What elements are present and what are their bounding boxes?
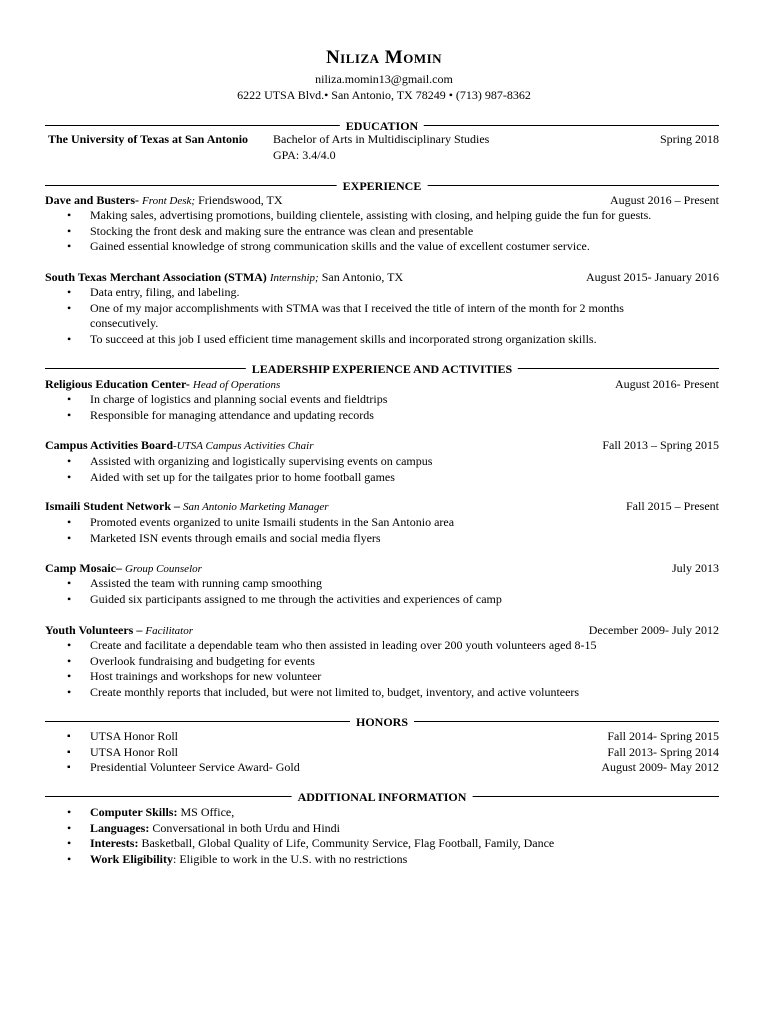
list-item: • Aided with set up for the tailgates prior to home football games xyxy=(45,470,719,486)
list-item: • To succeed at this job I used efficient time management skills and incorporated strong organization skills. xyxy=(45,332,719,348)
activity-header xyxy=(45,622,719,638)
additional-list xyxy=(45,805,719,867)
list-item: • Guided six participants assigned to me through the activities and experiences of camp xyxy=(45,592,719,608)
job-date: August 2015- January 2016 xyxy=(586,270,719,284)
job-title-line: South Texas Merchant Association (STMA) Internship; San Antonio, TX xyxy=(45,270,404,284)
list-item: • Host trainings and workshops for new volunteer xyxy=(45,669,719,685)
section-label: ADDITIONAL INFORMATION xyxy=(292,789,473,805)
section-label: EXPERIENCE xyxy=(337,178,428,194)
list-item: • Responsible for managing attendance and updating records xyxy=(45,408,719,424)
activity-date: Fall 2013 – Spring 2015 xyxy=(602,438,719,452)
activity-header xyxy=(45,498,719,514)
job-bullets xyxy=(45,285,719,347)
list-item: • In charge of logistics and planning social events and fieldtrips xyxy=(45,392,719,408)
section-label: LEADERSHIP EXPERIENCE AND ACTIVITIES xyxy=(246,361,518,377)
activity-date: August 2016- Present xyxy=(615,377,719,391)
activity-bullets xyxy=(45,576,719,607)
list-item: • Overlook fundraising and budgeting for events xyxy=(45,654,719,670)
graduation-date: Spring 2018 xyxy=(659,132,719,146)
activity-bullets xyxy=(45,638,719,700)
degree: Bachelor of Arts in Multidisciplinary Studies xyxy=(273,132,490,146)
list-item: • Computer Skills: MS Office, xyxy=(45,805,719,821)
job-title-line: Dave and Busters- Front Desk; Friendswood, TX xyxy=(45,193,283,207)
activity-title-line: Campus Activities Board-UTSA Campus Activities Chair xyxy=(45,438,314,452)
section-label: EDUCATION xyxy=(340,118,424,134)
activity-title-line: Youth Volunteers – Facilitator xyxy=(45,623,194,637)
job-header xyxy=(45,269,719,285)
section-label: HONORS xyxy=(350,714,414,730)
list-item: ▪ Presidential Volunteer Service Award- Gold August 2009- May 2012 xyxy=(45,760,719,776)
list-item: • Assisted with organizing and logistically supervising events on campus xyxy=(45,454,719,470)
job-date: August 2016 – Present xyxy=(610,193,719,207)
honor-date: August 2009- May 2012 xyxy=(601,760,719,775)
activity-bullets xyxy=(45,515,719,546)
list-item: ▪ UTSA Honor Roll Fall 2014- Spring 2015 xyxy=(45,729,719,745)
list-item: • Marketed ISN events through emails and social media flyers xyxy=(45,531,719,547)
list-item: • Promoted events organized to unite Ismaili students in the San Antonio area xyxy=(45,515,719,531)
job-header xyxy=(45,192,719,208)
honor-date: Fall 2014- Spring 2015 xyxy=(607,729,719,743)
section-heading-leadership xyxy=(45,361,719,377)
gpa: GPA: 3.4/4.0 xyxy=(273,147,336,162)
activity-header xyxy=(45,376,719,392)
list-item: • Work Eligibility: Eligible to work in the U.S. with no restrictions xyxy=(45,852,719,868)
school-name: The University of Texas at San Antonio xyxy=(48,132,249,146)
list-item: • Data entry, filing, and labeling. xyxy=(45,285,719,301)
contact-line: 6222 UTSA Blvd.• San Antonio, TX 78249 • (713) 987-8362 xyxy=(237,88,531,102)
list-item: • Create monthly reports that included, but were not limited to, budget, inventory, and active volunteers xyxy=(45,685,719,701)
list-item: • Making sales, advertising promotions, building clientele, assisting with closing, and helping guide the fun for guests. xyxy=(45,208,719,224)
list-item: • Gained essential knowledge of strong communication skills and the value of excellent costumer service. xyxy=(45,239,719,255)
activity-date: December 2009- July 2012 xyxy=(588,623,719,637)
list-item: ▪ UTSA Honor Roll Fall 2013- Spring 2014 xyxy=(45,745,719,761)
honors-list xyxy=(45,729,719,776)
candidate-name: Niliza Momin xyxy=(325,47,443,68)
section-heading-additional xyxy=(45,789,719,805)
activity-header xyxy=(45,437,719,453)
activity-date: July 2013 xyxy=(671,561,719,575)
activity-title-line: Religious Education Center- Head of Operations xyxy=(45,377,281,391)
honor-date: Fall 2013- Spring 2014 xyxy=(607,744,719,759)
list-item: • Interests: Basketball, Global Quality of Life, Community Service, Flag Football, Family, Dance xyxy=(45,836,719,852)
activity-title-line: Ismaili Student Network – San Antonio Marketing Manager xyxy=(45,499,329,513)
list-item: • Stocking the front desk and making sure the entrance was clean and presentable xyxy=(45,224,719,240)
activity-header xyxy=(45,560,719,576)
activity-date: Fall 2015 – Present xyxy=(626,499,719,513)
education-entry xyxy=(45,132,719,164)
list-item: • Create and facilitate a dependable team who then assisted in leading over 200 youth volunteers aged 8-15 xyxy=(45,638,719,654)
activity-title-line: Camp Mosaic– Group Counselor xyxy=(45,561,202,575)
section-heading-honors xyxy=(45,714,719,730)
job-bullets xyxy=(45,208,719,255)
email-address: niliza.momin13@gmail.com xyxy=(315,72,453,86)
list-item: • Assisted the team with running camp smoothing xyxy=(45,576,719,592)
activity-bullets xyxy=(45,454,719,485)
list-item: • Languages: Conversational in both Urdu and Hindi xyxy=(45,821,719,837)
list-item: • One of my major accomplishments with STMA was that I received the title of intern of the month for 2 months consecutively. xyxy=(45,301,719,332)
activity-bullets xyxy=(45,392,719,423)
